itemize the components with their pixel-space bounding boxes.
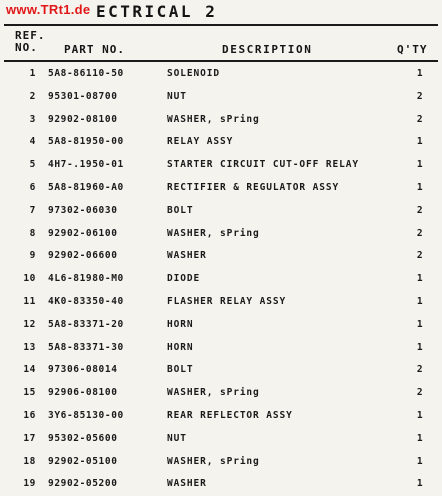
- row-part-no: 5A8-83371-30: [48, 341, 124, 353]
- row-qty: 2: [416, 90, 424, 102]
- row-part-no: 3Y6-85130-00: [48, 410, 124, 421]
- row-description: HORN: [167, 318, 194, 330]
- row-description: WASHER, sPring: [167, 113, 260, 125]
- row-ref-no: 6: [29, 182, 36, 193]
- table-row: [0, 114, 442, 136]
- row-description: DIODE: [167, 273, 201, 285]
- row-qty: 1: [416, 159, 424, 171]
- title-bar: [0, 0, 442, 26]
- table-row: [0, 410, 442, 432]
- row-description: FLASHER RELAY ASSY: [167, 296, 287, 307]
- row-ref-no: 18: [23, 455, 36, 467]
- row-qty: 1: [416, 273, 424, 285]
- row-description: SOLENOID: [167, 68, 220, 79]
- row-qty: 1: [416, 136, 424, 148]
- row-description: WASHER: [167, 250, 207, 262]
- title-divider: [4, 24, 438, 26]
- row-ref-no: 9: [29, 250, 36, 262]
- table-row: [0, 68, 442, 90]
- table-row: [0, 250, 442, 272]
- row-description: NUT: [167, 432, 187, 444]
- table-row: [0, 364, 442, 386]
- row-description: RELAY ASSY: [167, 136, 234, 148]
- header-description: DESCRIPTION: [222, 43, 313, 56]
- table-row: [0, 433, 442, 455]
- row-part-no: 5A8-81960-A0: [48, 182, 124, 193]
- header-qty: Q'TY: [397, 43, 428, 56]
- row-ref-no: 7: [29, 204, 36, 216]
- header-part-no: PART NO.: [64, 43, 125, 56]
- row-part-no: 4H7-.1950-01: [48, 159, 124, 171]
- row-part-no: 97302-06030: [48, 204, 118, 216]
- row-qty: 1: [416, 341, 424, 353]
- row-ref-no: 15: [23, 387, 36, 399]
- row-qty: 1: [416, 318, 424, 330]
- row-part-no: 92902-05200: [48, 478, 118, 490]
- table-row: [0, 91, 442, 113]
- table-row: [0, 205, 442, 227]
- row-part-no: 97306-08014: [48, 364, 118, 376]
- row-ref-no: 10: [23, 273, 36, 285]
- table-row: [0, 319, 442, 341]
- row-description: BOLT: [167, 364, 194, 376]
- page-title: ECTRICAL 2: [96, 2, 218, 21]
- row-part-no: 4L6-81980-M0: [48, 273, 124, 285]
- row-ref-no: 8: [29, 227, 36, 239]
- row-description: WASHER, sPring: [167, 227, 260, 239]
- row-description: STARTER CIRCUIT CUT-OFF RELAY: [167, 159, 359, 171]
- table-row: [0, 182, 442, 204]
- row-qty: 1: [416, 68, 424, 79]
- row-ref-no: 19: [23, 478, 36, 490]
- row-part-no: 5A8-86110-50: [48, 68, 124, 79]
- row-part-no: 95301-08700: [48, 90, 118, 102]
- table-row: [0, 136, 442, 158]
- row-description: WASHER, sPring: [167, 387, 260, 399]
- row-part-no: 92902-06100: [48, 227, 118, 239]
- row-part-no: 95302-05600: [48, 432, 118, 444]
- row-qty: 1: [416, 455, 424, 467]
- row-ref-no: 5: [29, 159, 36, 171]
- row-part-no: 4K0-83350-40: [48, 296, 124, 307]
- table-row: [0, 456, 442, 478]
- table-row: [0, 296, 442, 318]
- row-description: HORN: [167, 341, 194, 353]
- row-description: REAR REFLECTOR ASSY: [167, 410, 293, 421]
- row-qty: 2: [416, 250, 424, 262]
- row-ref-no: 1: [29, 68, 36, 79]
- row-qty: 2: [416, 113, 424, 125]
- row-ref-no: 13: [23, 341, 36, 353]
- row-description: WASHER: [167, 478, 207, 490]
- row-qty: 1: [416, 432, 424, 444]
- row-part-no: 92902-05100: [48, 455, 118, 467]
- header-ref-no: [15, 30, 46, 54]
- row-qty: 2: [416, 387, 424, 399]
- header-divider: [4, 60, 438, 62]
- row-description: RECTIFIER & REGULATOR ASSY: [167, 182, 340, 193]
- row-qty: 1: [416, 182, 424, 193]
- row-part-no: 92902-08100: [48, 113, 118, 125]
- row-qty: 1: [416, 478, 424, 490]
- table-row: [0, 159, 442, 181]
- row-part-no: 5A8-81950-00: [48, 136, 124, 148]
- row-part-no: 92906-08100: [48, 387, 118, 399]
- table-row: [0, 342, 442, 364]
- header-ref-line2: NO.: [15, 41, 38, 54]
- row-ref-no: 17: [23, 432, 36, 444]
- row-ref-no: 14: [23, 364, 36, 376]
- row-ref-no: 16: [23, 410, 36, 421]
- row-qty: 1: [416, 410, 424, 421]
- row-part-no: 92902-06600: [48, 250, 118, 262]
- row-ref-no: 4: [29, 136, 36, 148]
- row-qty: 2: [416, 227, 424, 239]
- row-ref-no: 11: [23, 296, 36, 307]
- row-description: NUT: [167, 90, 187, 102]
- table-row: [0, 228, 442, 250]
- table-row: [0, 273, 442, 295]
- row-description: BOLT: [167, 204, 194, 216]
- table-row: [0, 387, 442, 409]
- row-ref-no: 2: [29, 90, 36, 102]
- row-ref-no: 12: [23, 318, 36, 330]
- row-description: WASHER, sPring: [167, 455, 260, 467]
- row-qty: 2: [416, 204, 424, 216]
- header-ref-line1: REF.: [15, 29, 46, 42]
- row-part-no: 5A8-83371-20: [48, 318, 124, 330]
- row-qty: 1: [416, 296, 424, 307]
- watermark-logo: www.TRt1.de: [6, 2, 91, 17]
- table-row: [0, 478, 442, 496]
- row-qty: 2: [416, 364, 424, 376]
- row-ref-no: 3: [29, 113, 36, 125]
